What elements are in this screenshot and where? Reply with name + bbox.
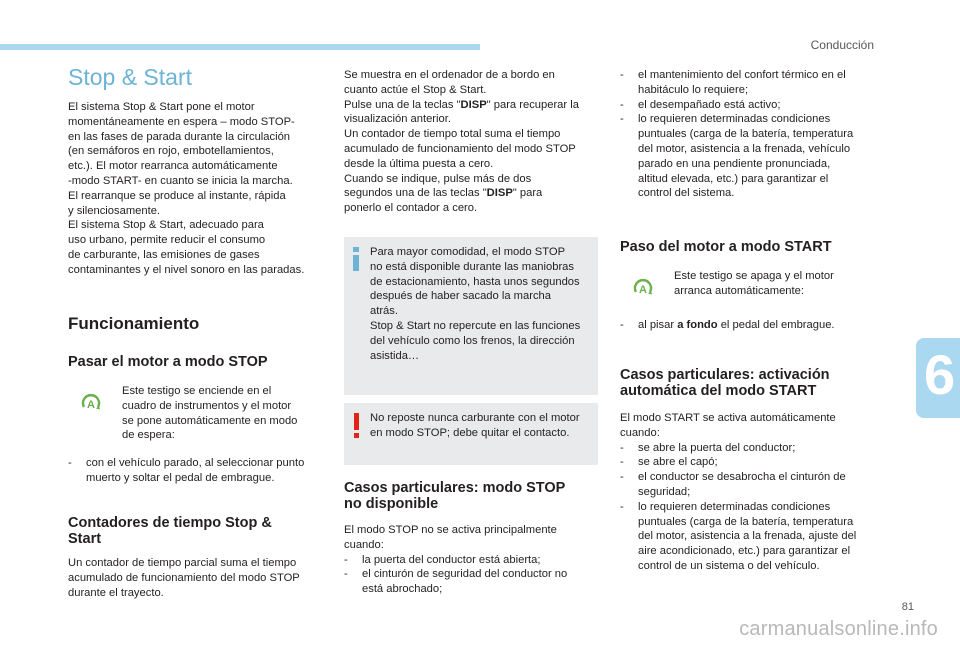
stop-conditions-list (620, 68, 882, 201)
stop-start-indicator-icon (632, 278, 654, 300)
heading-cases-start: Casos particulares: activación automática del modo START (620, 367, 830, 399)
list-item: - al pisar a fondo el pedal del embrague. (620, 319, 835, 331)
computer-display-paragraph: Se muestra en el ordenador de a bordo en cuanto actúe el Stop & Start. Pulse una de la teclas "DISP" para recuperar la visualización anterior. Un contador de tiempo total suma el tiempo acumulado de funcionamiento del modo STOP desde la última puesta a cero. Cuando se indique, pulse más de dos segundos una de las teclas "DISP" para ponerlo el contador a cero. (344, 69, 579, 215)
intro-paragraph: El sistema Stop & Start pone el motor momentáneamente en espera – modo STOP- en las fases de parada durante la circulación (en semáforos en rojo, embotellamientos, etc.). El motor rearranca automáticamente -modo START- en cuanto se inicia la marcha. El rearranque se produce al instante, rápida y silenciosamente. El sistema Stop & Start, adecuado para uso urbano, permite reducir el consumo de carburante, las emisiones de gases contaminantes y el nivel sonoro en las paradas. (68, 101, 305, 276)
list-item: - se abre la puerta del conductor; (620, 441, 796, 454)
page-number: 81 (901, 601, 914, 613)
list-item: - lo requieren determinadas condiciones puntuales (carga de la batería, temperatura del motor, asistencia a la frenada, ajuste del aire acondicionado, etc.) para garantizar el control de un sistema o del vehículo. (620, 500, 857, 572)
disp-key-label: DISP (460, 98, 487, 111)
watermark: carmanualsonline.info (739, 618, 938, 640)
top-accent-bar (0, 44, 480, 50)
cases-start-list: El modo START se activa automáticamente cuando: - se abre la puerta del conductor; - se abre el capó; - el conductor se desabrocha el cinturón de seguridad; - lo requieren determinadas condiciones puntuales (carga de la batería, temperatura del motor, asistencia a la frenada, ajuste del aire acondicionado, etc.) para garantizar el control de un sistema o del vehículo. (620, 411, 882, 574)
stop-lamp-description: Este testigo se enciende en el cuadro de instrumentos y el motor se pone automáticamente en modo de espera: (122, 385, 298, 442)
list-item: - la puerta del conductor está abierta; (344, 553, 541, 566)
list-item: - el mantenimiento del confort térmico en el habitáculo lo requiere; (620, 69, 846, 96)
list-item: - el desempañado está activo; (620, 98, 781, 111)
svg-text:A: A (87, 399, 95, 411)
section-tab (916, 338, 960, 418)
heading-start-mode: Paso del motor a modo START (620, 239, 832, 255)
svg-text:A: A (639, 284, 647, 296)
list-item: - se abre el capó; (620, 456, 718, 469)
list-item: - el cinturón de seguridad del conductor no está abrochado; (344, 568, 568, 596)
section-number: 6 (924, 343, 956, 406)
counters-paragraph: Un contador de tiempo parcial suma el tiempo acumulado de funcionamiento del modo STOP durante el trayecto. (68, 557, 300, 599)
start-lamp-description: Este testigo se apaga y el motor arranca automáticamente: (674, 270, 834, 297)
chapter-title: Conducción (810, 38, 874, 52)
heading-counters: Contadores de tiempo Stop & Start (68, 515, 272, 547)
info-note: Para mayor comodidad, el modo STOP no está disponible durante las maniobras de estacionamiento, hasta unos segundos después de haber sacado la marcha atrás. Stop & Start no repercute en las funciones del vehículo como los frenos, la dirección asistida… (344, 237, 598, 395)
list-item: - el conductor se desabrocha el cinturón de seguridad; (620, 471, 846, 498)
disp-key-label: DISP (486, 187, 513, 200)
list-item: - lo requieren determinadas condiciones puntuales (carga de la batería, temperatura del motor, asistencia a la frenada, vehículo parado en una pendiente pronunciada, altitud elevada, etc.) para garantizar el control del sistema. (620, 113, 854, 200)
list-item: - con el vehículo parado, al seleccionar punto muerto y soltar el pedal de embrague. (68, 457, 305, 484)
cases-stop-list: El modo STOP no se activa principalmente cuando: - la puerta del conductor está abierta; - el cinturón de seguridad del conductor no está abrochado; (344, 523, 606, 597)
stop-start-indicator-icon (80, 393, 102, 415)
section-heading-funcionamiento: Funcionamiento (68, 314, 200, 333)
info-icon (350, 245, 364, 273)
heading-stop-mode: Pasar el motor a modo STOP (68, 354, 268, 370)
page-title: Stop & Start (68, 64, 193, 90)
heading-cases-stop: Casos particulares: modo STOP no disponible (344, 480, 566, 512)
warning-icon (350, 411, 364, 439)
warning-note: No reposte nunca carburante con el motor en modo STOP; debe quitar el contacto. (344, 403, 598, 465)
